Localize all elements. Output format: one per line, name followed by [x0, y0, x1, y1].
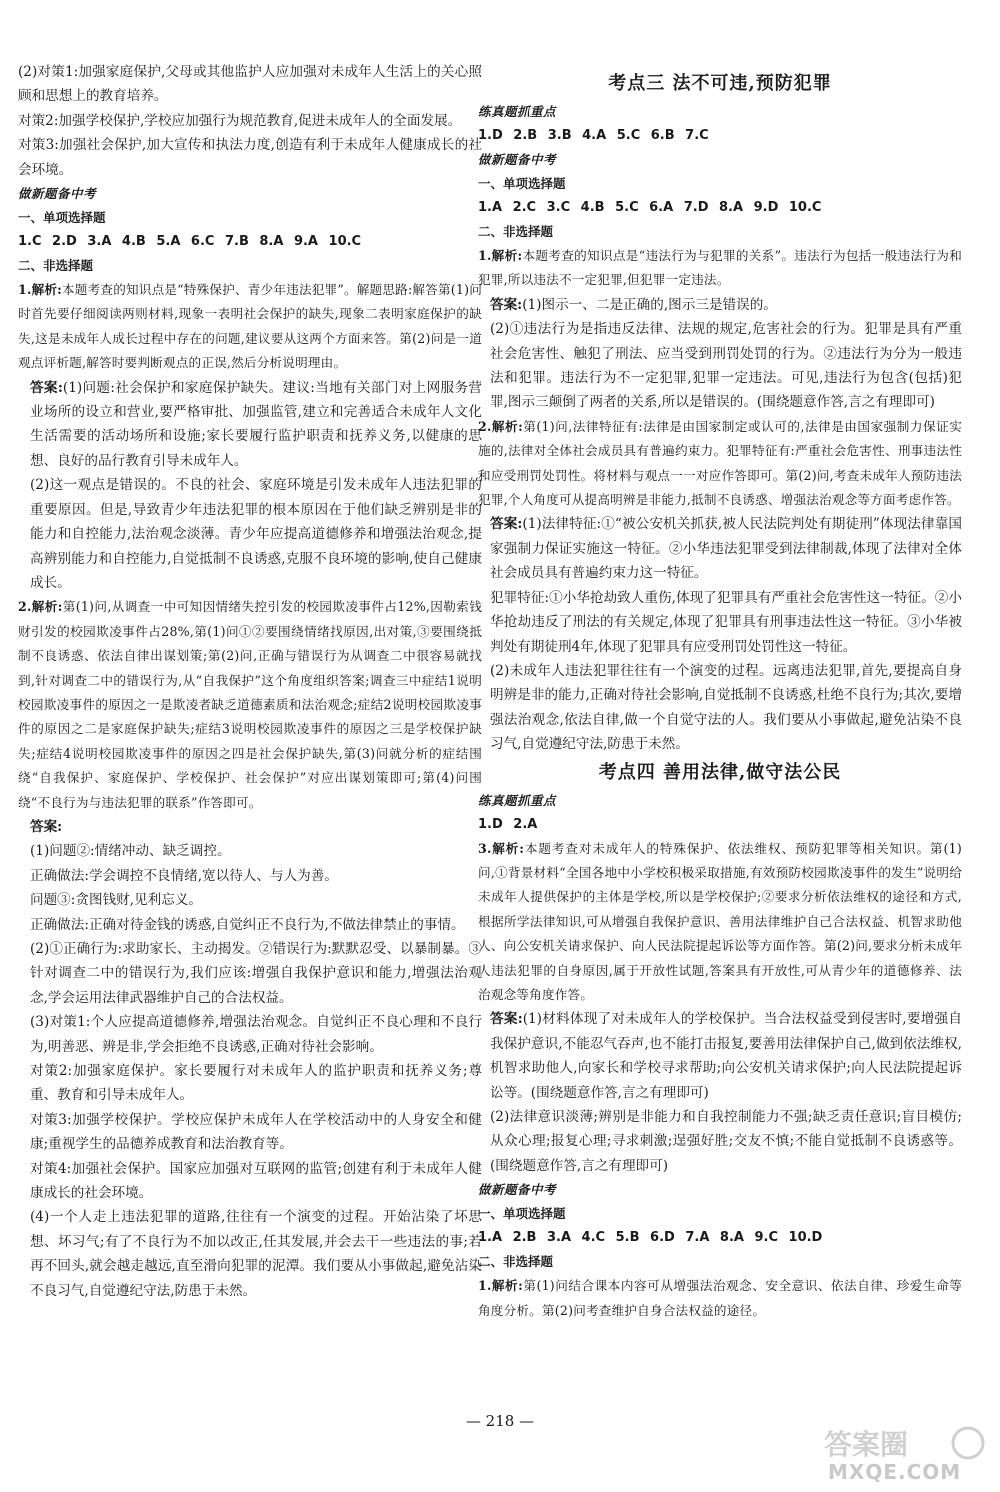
left-q1-answer-1: [18, 376, 482, 474]
right-q3-answer-label: 答案:: [490, 1011, 523, 1028]
left-non-choice-title: 二、非选择题: [18, 258, 94, 274]
left-q2-answer-para: 问题③:贪图钱财,见利忘义。: [30, 892, 203, 909]
right-q1-answer-2: (2)①违法行为是指违反法律、法规的规定,危害社会的行为。犯罪是具有严重社会危害性、触犯了刑法、应当受到刑罚处罚的行为。②违法行为分为一般违法和犯罪。违法行为不一定犯罪,犯罪一定违法。可见,违法行为包含(包括)犯罪,图示三颠倒了两者的关系,所以是错误的。(围绕题意作答,言之有理即可): [490, 321, 962, 411]
right-section-title: 做新题备中考: [478, 152, 557, 167]
right-q2-answer-1: [478, 512, 962, 585]
right-last-number: 1.: [478, 1278, 492, 1294]
right-q3-answer-1: [478, 1007, 962, 1105]
left-q2-answer-para: 对策3:加强学校保护。学校应保护未成年人在学校活动中的人身安全和健康;重视学生的品德养成教育和法治教育等。: [30, 1111, 482, 1153]
right-last-analysis: [478, 1274, 962, 1323]
left-q2-answer-para: (4)一个人走上违法犯罪的道路,往往有一个演变的过程。开始沾染了坏思想、坏习气;有了不良行为不加以改正,任其发展,并会去干一些违法的事;若再不回头,就会越走越远,直至滑向犯罪的泥潭。我们要从小事做起,避免沾染不良习气,自觉遵纪守法,防患于未然。: [30, 1209, 482, 1299]
left-para-2: 对策2:加强学校保护,学校应加强行为规范教育,促进未成年人的全面发展。: [18, 112, 462, 129]
page-number: — 218 —: [465, 1412, 535, 1430]
watermark-logo: [820, 1424, 990, 1484]
right-practice2-title: 练真题抓重点: [478, 792, 557, 808]
right-q3-analysis-text: 本题考查对未成年人的特殊保护、依法维权、预防犯罪等相关知识。第(1)问,①背景材料“全国各地中小学校积极采取措施,有效预防校园欺凌事件的发生”说明给未成年人提供保护的主体是学校,所以是学校保护;②要求分析依法维权的途径和方式,根据所学法律知识,可从增强自我保护意识、善用法律维护自己合法权益、机智求助他人、向公安机关请求保护、向人民法院提起诉讼等方面作答。第(2)问,要求分析未成年人违法犯罪的自身原因,属于开放性试题,答案具有开放性,可从青少年的道德修养、法治观念等角度作答。: [478, 840, 963, 1002]
right-practice-title: 练真题抓重点: [478, 104, 557, 119]
watermark-logo-icon: [820, 1424, 990, 1462]
left-q2-answer-para: 正确做法:学会调控不良情绪,宽以待人、与人为善。: [30, 867, 338, 884]
left-q2-answer-label: 答案:: [30, 818, 63, 835]
right-q1-analysis-text: 本题考查的知识点是“违法行为与犯罪的关系”。违法行为包括一般违法行为和犯罪,所以违法不一定犯罪,但犯罪一定违法。: [478, 248, 962, 288]
right-last-analysis-text: 第(1)问结合课本内容可从增强法治观念、安全意识、依法自律、珍爱生命等角度分析。第(2)问考查维护自身合法权益的途径。: [478, 1278, 962, 1318]
left-para-1: (2)对策1:加强家庭保护,父母或其他监护人应加强对未成年人生活上的关心照顾和思想上的教育培养。: [18, 64, 482, 105]
right-q2-analysis: [478, 415, 962, 513]
left-para-3: 对策3:加强社会保护,加大宣传和执法力度,创造有利于未成年人健康成长的社会环境。: [18, 137, 482, 178]
right-q3-analysis-label: 解析:: [491, 840, 525, 856]
left-q1-answer-2: (2)这一观点是错误的。不良的社会、家庭环境是引发未成年人违法犯罪的重要原因。但是,导致青少年违法犯罪的根本原因在于他们缺乏辨别是非的能力和自控能力,法治观念淡薄。青少年应提高道德修养和增强法治观念,提高辨别能力和自控能力,自觉抵制不良诱惑,克服不良环境的影响,使自己健康成长。: [30, 477, 482, 591]
left-section-title: 做新题备中考: [18, 186, 97, 202]
left-q1-analysis-label: 解析:: [31, 282, 63, 298]
left-q1-analysis: [18, 278, 482, 376]
right-q3-analysis: [478, 837, 962, 1008]
right-single-choice-answers: 1.A 2.C 3.C 4.B 5.C 6.A 7.D 8.A 9.D 10.C: [478, 200, 822, 215]
left-q2-answer-para: 对策4:加强社会保护。国家应加强对互联网的监管;创建有利于未成年人健康成长的社会环境。: [30, 1160, 482, 1202]
left-q2-answer-para: (3)对策1:个人应提高道德修养,增强法治观念。自觉纠正不良心理和不良行为,明善恶、辨是非,学会拒绝不良诱惑,正确对待社会影响。: [30, 1014, 482, 1055]
right-q2-number: 2.: [478, 418, 492, 434]
right-q1-number: 1.: [478, 248, 492, 263]
right-single2-answers: 1.A 2.B 3.A 4.C 5.B 6.D 7.A 8.A 9.C 10.D: [478, 1230, 823, 1246]
right-q1-answer-1: [478, 293, 962, 317]
right-q3-answer-1-text: (1)材料体现了对未成年人的学校保护。当合法权益受到侵害时,要增强自我保护意识,不能忍气吞声,也不能打击报复,要善用法律保护自己,做到依法维权,机智求助他人,向家长和学校寻求帮助;向公安机关请求保护;向人民法院提起诉讼等。(围绕题意作答,言之有理即可): [490, 1011, 962, 1101]
left-q2-answer-para: (1)问题②:情绪冲动、缺乏调控。: [30, 843, 231, 860]
section-heading-3: 考点三 法不可违,预防犯罪: [608, 73, 832, 94]
right-non2-title: 二、非选择题: [478, 1254, 554, 1270]
right-q2-answer-3: (2)未成年人违法犯罪往往有一个演变的过程。远离违法犯罪,首先,要提高自身明辨是非的能力,正确对待社会影响,自觉抵制不良诱惑,杜绝不良行为;其次,要增强法治观念,依法自律,做一个自觉守法的人。我们要从小事做起,避免沾染不良习气,自觉遵纪守法,防患于未然。: [490, 662, 962, 753]
right-last-analysis-label: 解析:: [491, 1278, 524, 1294]
right-q1-analysis-label: 解析:: [491, 248, 523, 263]
right-column: [478, 68, 962, 1323]
right-q3-number: 3.: [478, 840, 492, 856]
right-section2-title: 做新题备中考: [478, 1182, 557, 1198]
right-q2-answer-1-text: (1)法律特征:①“被公安机关抓获,被人民法院判处有期徒刑”体现法律靠国家强制力保证实施这一特征。②小华违法犯罪受到法律制裁,体现了法律对全体社会成员具有普遍约束力这一特征。: [490, 516, 962, 582]
right-q2-analysis-text: 第(1)问,法律特征有:法律是由国家制定或认可的,法律是由国家强制力保证实施的,法律对全体社会成员具有普遍约束力。犯罪特征有:严重社会危害性、刑事违法性和应受刑罚处罚性。将材料与观点一一对应作答即可。第(2)问,考查未成年人预防违法犯罪,个人角度可从提高明辨是非能力,抵制不良诱惑、增强法治观念等方面考虑作答。: [478, 418, 963, 508]
left-q2-answer-para: 对策2:加强家庭保护。家长要履行对未成年人的监护职责和抚养义务;尊重、教育和引导未成年人。: [30, 1063, 482, 1104]
left-q2-answer-para: (2)①正确行为:求助家长、主动揭发。②错误行为:默默忍受、以暴制暴。③针对调查二中的错误行为,我们应该:增强自我保护意识和能力,增强法治观念,学会运用法律武器维护自己的合法权益。: [30, 941, 482, 1006]
right-non-choice-title: 二、非选择题: [478, 224, 554, 239]
svg-text:答案圈: 答案圈: [824, 1428, 909, 1461]
watermark-domain: MXQE.COM: [828, 1460, 962, 1484]
right-q1-analysis: [478, 244, 962, 293]
right-practice-answers: 1.D 2.B 3.B 4.A 5.C 6.B 7.C: [478, 128, 709, 143]
right-q2-answer-label: 答案:: [490, 516, 523, 533]
right-single2-title: 一、单项选择题: [478, 1206, 566, 1222]
left-q2-analysis: [18, 595, 482, 815]
left-q1-analysis-text: 本题考查的知识点是“特殊保护、青少年违法犯罪”。解题思路:解答第(1)问时首先要仔细阅读两则材料,现象一表明社会保护的缺失,现象二表明家庭保护的缺失,这是未成年人成长过程中存在的问题,建议要从这两个方面来答。第(2)问是一道观点评析题,解答时要判断观点的正误,然后分析说明理由。: [18, 282, 483, 371]
right-q3-answer-2: (2)法律意识淡薄;辨别是非能力和自我控制能力不强;缺乏责任意识;盲目模仿;从众心理;报复心理;寻求刺激;逞强好胜;交友不慎;不能自觉抵制不良诱惑等。(围绕题意作答,言之有理即可): [490, 1109, 962, 1174]
right-q1-answer-label: 答案:: [490, 296, 523, 313]
right-practice2-answers: 1.D 2.A: [478, 816, 538, 832]
left-q1-answer-label: 答案:: [30, 379, 63, 396]
left-q2-analysis-label: 解析:: [31, 599, 63, 615]
left-q2-number: 2.: [18, 599, 32, 615]
left-single-choice-title: 一、单项选择题: [18, 210, 106, 226]
section-heading-4: 考点四 善用法律,做守法公民: [598, 761, 842, 783]
right-q1-answer-1-text: (1)图示一、二是正确的,图示三是错误的。: [522, 296, 777, 313]
left-column: [18, 60, 482, 1303]
right-q2-answer-2: 犯罪特征:①小华抢劫致人重伤,体现了犯罪具有严重社会危害性这一特征。②小华抢劫违反了刑法的有关规定,体现了犯罪具有刑事违法性这一特征。③小华被判处有期徒刑4年,体现了犯罪具有应受刑罚处罚性这一特征。: [490, 589, 962, 655]
left-q1-answer-1-text: (1)问题:社会保护和家庭保护缺失。建议:当地有关部门对上网服务营业场所的设立和营业,要严格审批、加强监管,建立和完善适合未成年人文化生活需要的活动场所和设施;家长要履行监护职责和抚养义务,以健康的思想、良好的品行教育引导未成年人。: [30, 379, 482, 469]
left-q1-number: 1.: [18, 282, 32, 298]
right-q2-analysis-label: 解析:: [491, 418, 523, 434]
left-q2-answer-para: 正确做法:正确对待金钱的诱惑,自觉纠正不良行为,不做法律禁止的事情。: [30, 916, 465, 933]
right-single-choice-title: 一、单项选择题: [478, 176, 566, 191]
left-single-choice-answers: 1.C 2.D 3.A 4.B 5.A 6.C 7.B 8.A 9.A 10.C: [18, 234, 362, 250]
left-q2-analysis-text: 第(1)问,从调查一中可知因情绪失控引发的校园欺凌事件占12%,因勒索钱财引发的校园欺凌事件占28%,第(1)问①②要围绕情绪找原因,出对策,③要围绕抵制不良诱惑、依法自律出谋划策;第(2)问,正确与错误行为从调查二中很容易就找到,针对调查二中的错误行为,从“自我保护”这个角度组织答案;调查三中症结1说明校园欺凌事件的原因之一是欺凌者缺乏道德素质和法治观念;症结2说明校园欺凌事件的原因之二是家庭保护缺失;症结3说明校园欺凌事件的原因之三是学校保护缺失;症结4说明校园欺凌事件的原因之四是社会保护缺失,第(3)问就分析的症结围绕“自我保护、家庭保护、学校保护、社会保护”对应出谋划策即可;第(4)问围绕“不良行为与违法犯罪的联系”作答即可。: [18, 599, 482, 810]
